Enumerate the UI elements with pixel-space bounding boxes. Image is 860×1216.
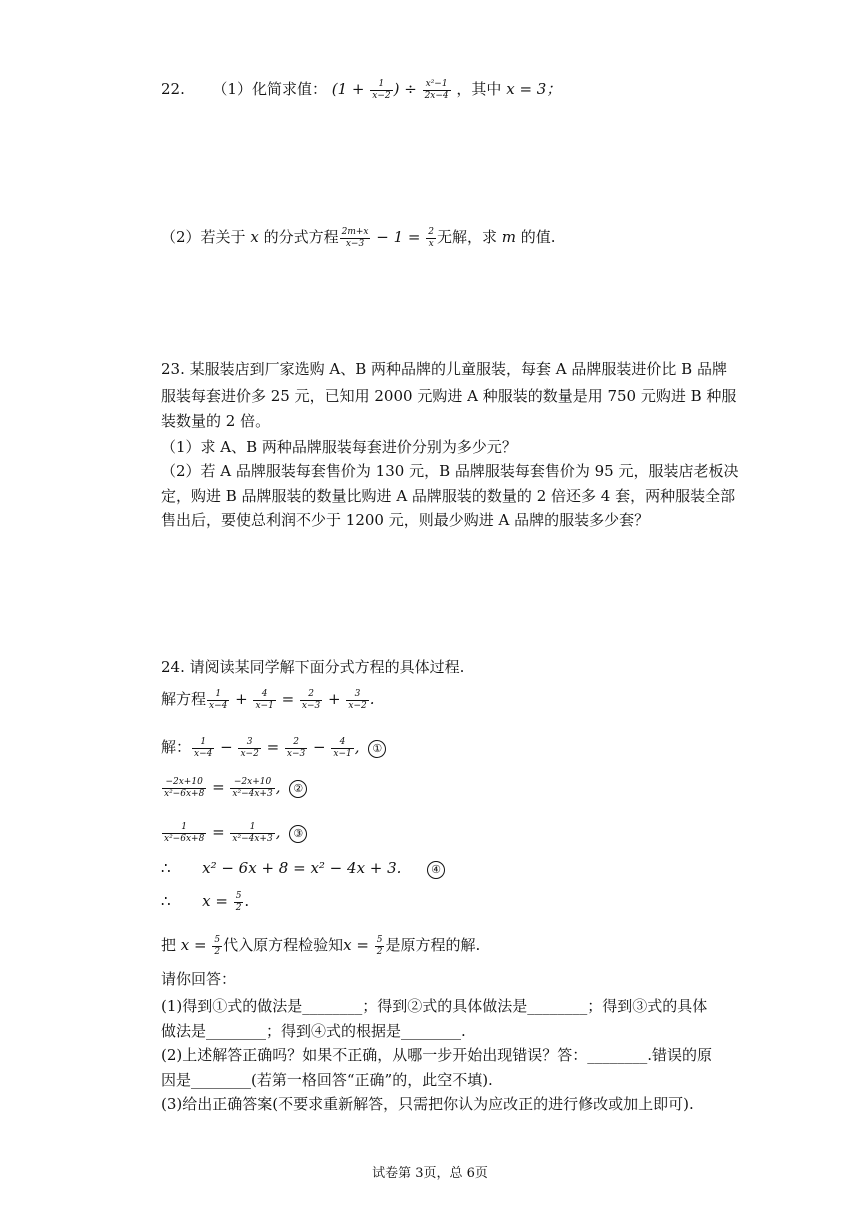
q23-line-1: 23. 某服装店到厂家选购 A、B 两种品牌的儿童服装，每套 A 品牌服装进价比 B 品牌	[161, 360, 727, 378]
q23-line-4: （1）求 A、B 两种品牌服装每套进价分别为多少元？	[161, 438, 517, 456]
q24-equation	[161, 688, 375, 712]
q23-line-5: （2）若 A 品牌服装每套售价为 130 元，B 品牌服装每套售价为 95 元，服装店老板决	[161, 462, 739, 480]
q22-expression: (1 + $\frac{1}{x-2}$ ) ÷ $\frac{\text{x²−1}}{2x-4}$	[331, 78, 449, 101]
q24-sol-prefix: 解：	[161, 738, 192, 756]
q24-intro: 24. 请阅读某同学解下面分式方程的具体过程.	[161, 658, 465, 676]
q24-original-equation: $\frac{1}{x-4}$ + $\frac{4}{x-1}$ = $\frac{2}{x-3}$ + $\frac{3}{x-2}$ .	[209, 688, 375, 711]
q24-answer-2-line-2: 因是________(若第一格回答“正确”的，此空不填).	[161, 1071, 493, 1089]
q24-step1-expr: $\frac{1}{x-4}$ − $\frac{3}{x-2}$ = $\frac{2}{x-3}$ − $\frac{4}{x-1}$ ,	[194, 736, 360, 759]
therefore-symbol-2: ∴	[161, 892, 171, 910]
q24-check-mid: 代入原方程检验知	[223, 936, 344, 954]
q24-answer-2-line-1: (2)上述解答正确吗？如果不正确，从哪一步开始出现错误？答：________.错误的原	[161, 1046, 713, 1064]
q22-part2-mid: 的分式方程	[263, 228, 339, 246]
step4-marker: ④	[427, 861, 445, 879]
q24-step5-prefix: x =	[202, 892, 228, 910]
q24-answer-3: (3)给出正确答案(不要求重新解答，只需把你认为应改正的进行修改或加上即可).	[161, 1095, 694, 1113]
q22-condition: x = 3；	[506, 80, 562, 98]
q22-equation: $\frac{2m+x}{x-3}$ − 1 = $\frac{2}{x}$	[341, 226, 434, 249]
q24-eq-prefix: 解方程	[161, 690, 207, 708]
q23-line-2: 服装每套进价多 25 元，已知用 2000 元购进 A 种服装的数量是用 750 元购进 B 种服	[161, 387, 737, 405]
q24-check-value-2: x = $\frac{5}{2}$	[343, 934, 383, 957]
q23-line-3: 装数量的 2 倍。	[161, 412, 271, 430]
q24-step1	[161, 736, 386, 760]
q24-step5: ∴ x = $\frac{5}{2}$ .	[161, 890, 250, 913]
q24-answer-1-line-1: (1)得到①式的做法是________；得到②式的具体做法是________；得到③式的具体	[161, 997, 708, 1015]
q24-step2-expr: $\frac{-2x+10}{\text{x²−6x+8}}$ = $\frac{-2x+10}{\text{x²−4x+3}}$ ,	[164, 776, 281, 799]
q24-step4-expr: x² − 6x + 8 = x² − 4x + 3.	[202, 859, 402, 877]
q24-step2	[161, 776, 307, 800]
q24-check-value: x = $\frac{5}{2}$	[180, 934, 221, 957]
page-footer: 试卷第 3页，总 6页	[372, 1166, 488, 1181]
q22-part1-suffix: ，其中	[456, 80, 502, 98]
q24-check	[161, 934, 480, 958]
q24-step5-frac: $\frac{5}{2}$	[235, 890, 242, 913]
q24-step3	[161, 821, 307, 845]
step3-marker: ③	[289, 825, 307, 843]
q22-part2	[161, 226, 556, 250]
q22-part1-prefix: （1）化简求值：	[212, 80, 327, 98]
q24-check-prefix: 把	[161, 936, 177, 954]
q22-number: 22.	[161, 80, 185, 98]
q23-line-7: 售出后，要使总利润不少于 1200 元，则最少购进 A 品牌的服装多少套？	[161, 511, 650, 529]
q22-part2-prefix: （2）若关于	[161, 228, 246, 246]
q22-part2-suffix: 无解，求	[436, 228, 497, 246]
q22-part1	[161, 78, 561, 102]
q24-answer-prompt: 请你回答：	[161, 970, 237, 988]
step2-marker: ②	[289, 780, 307, 798]
q22-part2-m: m	[501, 228, 517, 246]
q22-part2-var: x	[250, 228, 259, 246]
q23-line-6: 定，购进 B 品牌服装的数量比购进 A 品牌服装的数量的 2 倍还多 4 套，两种服装全部	[161, 487, 736, 505]
q24-answer-1-line-2: 做法是________；得到④式的根据是________.	[161, 1022, 466, 1040]
q24-step3-expr: $\frac{1}{\text{x²−6x+8}}$ = $\frac{1}{\text{x²−4x+3}}$ ,	[164, 821, 281, 844]
therefore-symbol: ∴	[161, 859, 171, 877]
q24-step4	[161, 857, 445, 879]
step1-marker: ①	[368, 740, 386, 758]
q22-part2-end: 的值.	[520, 228, 556, 246]
q24-check-end: 是原方程的解.	[385, 936, 481, 954]
